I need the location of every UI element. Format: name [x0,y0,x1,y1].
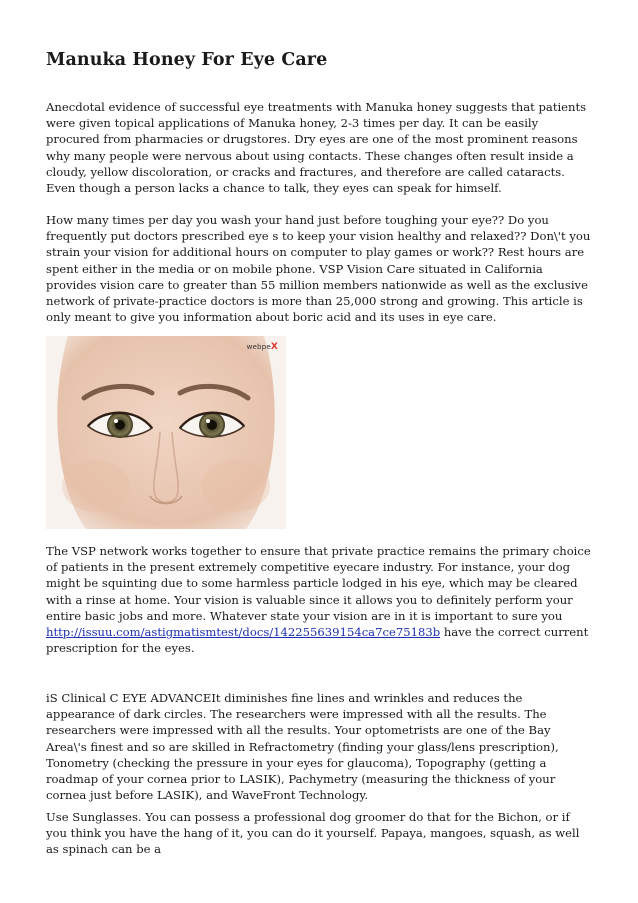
paragraph-vsp-text: The VSP network works together to ensure that private practice remains the primary choice of patients in the present extremely competitive eyecare industry. For instance, your dog might be squinting due to some harmless particle lodged in his eye, which may be cleared with a rinse at home. Your vision is valuable since it allows you to definitely perform your entire basic jobs and more. Whatever state your vision are in it is important to sure you [46,544,591,623]
paragraph-vsp-network [46,543,594,656]
paragraph-eye-habits: How many times per day you wash your hand just before toughing your eye?? Do you frequently put doctors prescribed eye s to keep your vision healthy and relaxed?? Don\'t you strain your vision for additional hours on computer to play games or work?? Rest hours are spent either in the media or on mobile phone. VSP Vision Care situated in California provides vision care to greater than 55 million members nationwide as well as the exclusive network of private-practice doctors is more than 25,000 strong and growing. This article is only meant to give you information about boric acid and its uses in eye care. [46,213,591,325]
page-title: Manuka Honey For Eye Care [46,50,328,70]
paragraph-vsp-text-end: have the correct current prescription for the eyes. [46,625,589,656]
photo-watermark: webpeX [246,342,278,352]
face-eyes-illustration [46,336,286,529]
paragraph-eye-advance: iS Clinical C EYE ADVANCEIt diminishes fine lines and wrinkles and reduces the appearance of dark circles. The researchers were impressed with all the results. The researchers were impressed with all the results. Your optometrists are one of the Bay Area\'s finest and so are skilled in Refractometry (finding your glass/lens prescription), Tonometry (checking the pressure in your eyes for glaucoma), Topography (getting a roadmap of your cornea prior to LASIK), Pachymetry (measuring the thickness of your cornea just before LASIK), and WaveFront Technology. [46,691,559,803]
astigmatism-test-link[interactable]: http://issuu.com/astigmatismtest/docs/142255639154ca7ce75183b [46,625,441,640]
face-eyes-photo [46,336,286,529]
paragraph-sunglasses: Use Sunglasses. You can possess a professional dog groomer do that for the Bichon, or if you think you have the hang of it, you can do it yourself. Papaya, mangoes, squash, as well as spinach can be a [46,810,580,857]
paragraph-intro: Anecdotal evidence of successful eye treatments with Manuka honey suggests that patients were given topical applications of Manuka honey, 2-3 times per day. It can be easily procured from pharmacies or drugstores. Dry eyes are one of the most prominent reasons why many people were nervous about using contacts. These changes often result inside a cloudy, yellow discoloration, or cracks and fractures, and therefore are called cataracts. Even though a person lacks a chance to talk, they eyes can speak for himself. [46,100,587,196]
